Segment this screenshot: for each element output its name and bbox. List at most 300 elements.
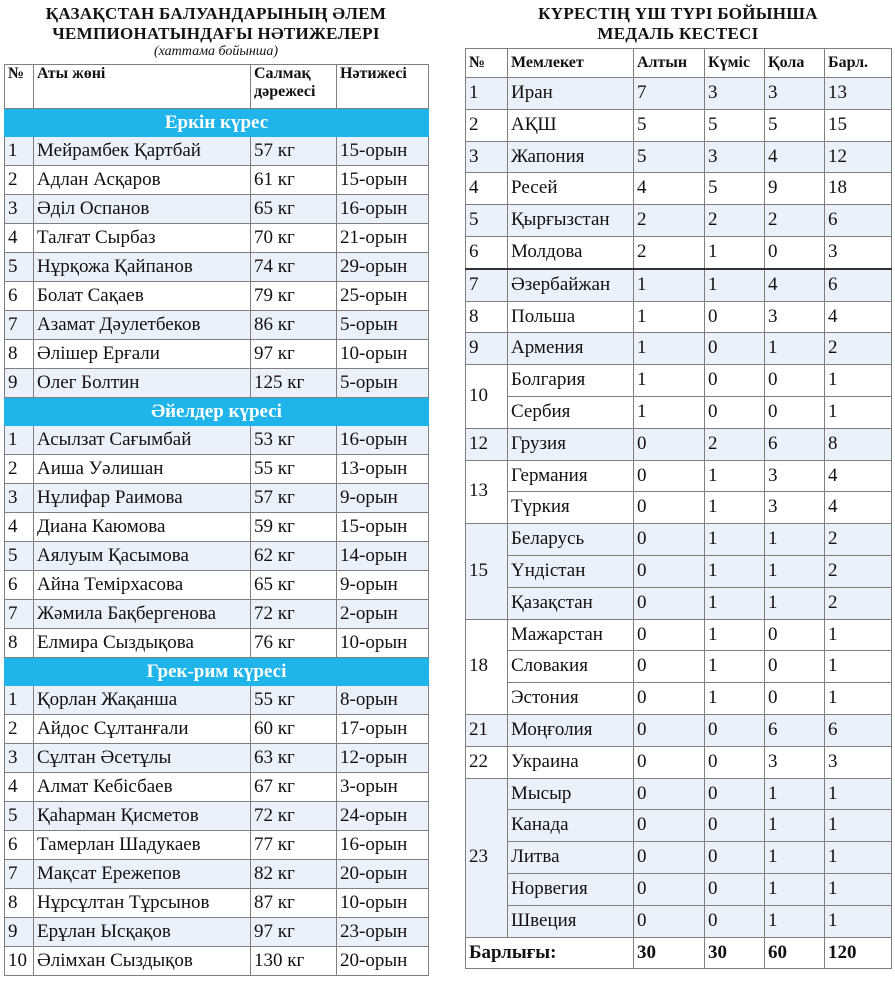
medal-row	[466, 396, 892, 428]
totals-total: 120	[825, 937, 892, 969]
total-count: 6	[825, 205, 892, 237]
country: Литва	[508, 842, 634, 874]
col-header-name: Аты жөні	[34, 65, 251, 109]
result: 16-орын	[337, 426, 429, 455]
medal-row	[466, 333, 892, 365]
medal-row	[466, 524, 892, 556]
totals-label: Барлығы:	[466, 937, 634, 969]
athlete-name: Мақсат Ережепов	[34, 860, 251, 889]
table-row	[5, 947, 429, 976]
total-count: 8	[825, 428, 892, 460]
country: Жапония	[508, 141, 634, 173]
bronze-count: 3	[765, 746, 825, 778]
total-count: 4	[825, 460, 892, 492]
medal-row	[466, 873, 892, 905]
gold-count: 0	[634, 873, 705, 905]
total-count: 13	[825, 78, 892, 110]
total-count: 6	[825, 714, 892, 746]
weight-class: 97 кг	[251, 918, 337, 947]
table-row	[5, 137, 429, 166]
athlete-name: Аялуым Қасымова	[34, 542, 251, 571]
total-count: 3	[825, 746, 892, 778]
medal-header-total: Барл.	[825, 49, 892, 78]
weight-class: 130 кг	[251, 947, 337, 976]
silver-count: 5	[705, 173, 765, 205]
country: Молдова	[508, 236, 634, 268]
gold-count: 0	[634, 746, 705, 778]
athlete-name: Болат Сақаев	[34, 282, 251, 311]
row-number: 8	[5, 889, 34, 918]
table-row	[5, 282, 429, 311]
weight-class: 62 кг	[251, 542, 337, 571]
silver-count: 0	[705, 842, 765, 874]
gold-count: 0	[634, 524, 705, 556]
medal-row	[466, 555, 892, 587]
weight-class: 57 кг	[251, 484, 337, 513]
table-row	[5, 542, 429, 571]
rank: 3	[466, 141, 508, 173]
table-row	[5, 513, 429, 542]
result: 9-орын	[337, 571, 429, 600]
country: Швеция	[508, 905, 634, 937]
medal-row	[466, 587, 892, 619]
athlete-name: Сұлтан Әсетұлы	[34, 744, 251, 773]
weight-class: 72 кг	[251, 802, 337, 831]
athlete-name: Әділ Оспанов	[34, 195, 251, 224]
section-header	[5, 109, 429, 137]
row-number: 6	[5, 831, 34, 860]
col-header-num: №	[5, 65, 34, 109]
weight-class: 60 кг	[251, 715, 337, 744]
table-row	[5, 571, 429, 600]
total-count: 1	[825, 651, 892, 683]
medal-row	[466, 905, 892, 937]
row-number: 7	[5, 600, 34, 629]
bronze-count: 1	[765, 333, 825, 365]
results-subtitle: (хаттама бойынша)	[153, 44, 279, 59]
gold-count: 2	[634, 236, 705, 268]
medal-row	[466, 778, 892, 810]
table-row	[5, 773, 429, 802]
result: 5-орын	[337, 311, 429, 340]
result: 13-орын	[337, 455, 429, 484]
row-number: 1	[5, 686, 34, 715]
medal-row	[466, 173, 892, 205]
country: Грузия	[508, 428, 634, 460]
rank: 13	[466, 460, 508, 524]
medal-row	[466, 236, 892, 268]
silver-count: 1	[705, 683, 765, 715]
total-count: 3	[825, 236, 892, 268]
result: 20-орын	[337, 860, 429, 889]
result: 12-орын	[337, 744, 429, 773]
athlete-name: Айдос Сұлтанғали	[34, 715, 251, 744]
silver-count: 1	[705, 460, 765, 492]
bronze-count: 1	[765, 873, 825, 905]
section-header	[5, 398, 429, 426]
medal-table-body	[466, 78, 892, 969]
silver-count: 0	[705, 746, 765, 778]
results-table-body	[5, 109, 429, 976]
country: Эстония	[508, 683, 634, 715]
athlete-name: Диана Каюмова	[34, 513, 251, 542]
total-count: 1	[825, 778, 892, 810]
table-row	[5, 195, 429, 224]
total-count: 1	[825, 842, 892, 874]
row-number: 3	[5, 744, 34, 773]
rank: 5	[466, 205, 508, 237]
country: Қырғызстан	[508, 205, 634, 237]
row-number: 4	[5, 513, 34, 542]
table-row	[5, 369, 429, 398]
total-count: 15	[825, 109, 892, 141]
bronze-count: 4	[765, 141, 825, 173]
medal-row	[466, 301, 892, 333]
result: 2-орын	[337, 600, 429, 629]
row-number: 8	[5, 340, 34, 369]
weight-class: 65 кг	[251, 571, 337, 600]
row-number: 2	[5, 166, 34, 195]
country: Норвегия	[508, 873, 634, 905]
bronze-count: 3	[765, 78, 825, 110]
total-count: 1	[825, 810, 892, 842]
country: Қазақстан	[508, 587, 634, 619]
totals-row	[466, 937, 892, 969]
bronze-count: 3	[765, 492, 825, 524]
total-count: 18	[825, 173, 892, 205]
country: Германия	[508, 460, 634, 492]
bronze-count: 0	[765, 683, 825, 715]
gold-count: 0	[634, 428, 705, 460]
result: 15-орын	[337, 137, 429, 166]
bronze-count: 6	[765, 428, 825, 460]
total-count: 2	[825, 524, 892, 556]
medal-row	[466, 842, 892, 874]
silver-count: 1	[705, 236, 765, 268]
result: 24-орын	[337, 802, 429, 831]
medal-row	[466, 619, 892, 651]
medal-header-country: Мемлекет	[508, 49, 634, 78]
country: Болгария	[508, 365, 634, 397]
weight-class: 86 кг	[251, 311, 337, 340]
totals-silver: 30	[705, 937, 765, 969]
athlete-name: Мейрамбек Қартбай	[34, 137, 251, 166]
athlete-name: Нұлифар Раимова	[34, 484, 251, 513]
medal-row	[466, 428, 892, 460]
weight-class: 70 кг	[251, 224, 337, 253]
weight-class: 65 кг	[251, 195, 337, 224]
bronze-count: 3	[765, 460, 825, 492]
table-row	[5, 253, 429, 282]
medal-table-panel	[465, 4, 891, 969]
result: 10-орын	[337, 629, 429, 658]
rank: 12	[466, 428, 508, 460]
row-number: 6	[5, 282, 34, 311]
result: 16-орын	[337, 195, 429, 224]
result: 8-орын	[337, 686, 429, 715]
table-row	[5, 831, 429, 860]
medal-header-bronze: Қола	[765, 49, 825, 78]
medal-row	[466, 109, 892, 141]
weight-class: 59 кг	[251, 513, 337, 542]
result: 15-орын	[337, 166, 429, 195]
gold-count: 4	[634, 173, 705, 205]
silver-count: 1	[705, 587, 765, 619]
medal-row	[466, 746, 892, 778]
wrestlers-results-panel	[4, 4, 428, 976]
medal-title-line1: КҮРЕСТІҢ ҮШ ТҮРІ БОЙЫНША	[538, 4, 818, 23]
medal-table	[465, 48, 892, 969]
bronze-count: 4	[765, 269, 825, 301]
country: АҚШ	[508, 109, 634, 141]
athlete-name: Нұрсұлтан Тұрсынов	[34, 889, 251, 918]
table-row	[5, 426, 429, 455]
section-title: Еркін күрес	[5, 109, 429, 137]
bronze-count: 0	[765, 236, 825, 268]
row-number: 1	[5, 426, 34, 455]
silver-count: 5	[705, 109, 765, 141]
country: Мысыр	[508, 778, 634, 810]
total-count: 1	[825, 683, 892, 715]
country: Үндістан	[508, 555, 634, 587]
country: Мажарстан	[508, 619, 634, 651]
table-row	[5, 860, 429, 889]
result: 17-орын	[337, 715, 429, 744]
gold-count: 0	[634, 619, 705, 651]
weight-class: 55 кг	[251, 455, 337, 484]
gold-count: 1	[634, 269, 705, 301]
country: Ресей	[508, 173, 634, 205]
table-row	[5, 744, 429, 773]
bronze-count: 0	[765, 365, 825, 397]
total-count: 12	[825, 141, 892, 173]
gold-count: 1	[634, 365, 705, 397]
country: Әзербайжан	[508, 269, 634, 301]
bronze-count: 1	[765, 778, 825, 810]
silver-count: 0	[705, 778, 765, 810]
section-header	[5, 658, 429, 686]
silver-count: 0	[705, 905, 765, 937]
gold-count: 1	[634, 301, 705, 333]
silver-count: 0	[705, 810, 765, 842]
silver-count: 2	[705, 205, 765, 237]
row-number: 9	[5, 918, 34, 947]
gold-count: 7	[634, 78, 705, 110]
athlete-name: Елмира Сыздықова	[34, 629, 251, 658]
gold-count: 0	[634, 714, 705, 746]
table-row	[5, 629, 429, 658]
silver-count: 0	[705, 333, 765, 365]
rank: 23	[466, 778, 508, 937]
athlete-name: Жәмила Бақбергенова	[34, 600, 251, 629]
total-count: 4	[825, 301, 892, 333]
medal-header-gold: Алтын	[634, 49, 705, 78]
country: Украина	[508, 746, 634, 778]
gold-count: 0	[634, 492, 705, 524]
gold-count: 0	[634, 683, 705, 715]
rank: 2	[466, 109, 508, 141]
bronze-count: 0	[765, 619, 825, 651]
col-header-weight: Салмақ дәрежесі	[251, 65, 337, 109]
row-number: 5	[5, 802, 34, 831]
total-count: 1	[825, 365, 892, 397]
gold-count: 0	[634, 460, 705, 492]
weight-class: 72 кг	[251, 600, 337, 629]
result: 10-орын	[337, 889, 429, 918]
table-row	[5, 224, 429, 253]
weight-class: 67 кг	[251, 773, 337, 802]
result: 20-орын	[337, 947, 429, 976]
weight-class: 63 кг	[251, 744, 337, 773]
result: 5-орын	[337, 369, 429, 398]
total-count: 1	[825, 873, 892, 905]
rank: 18	[466, 619, 508, 714]
total-count: 1	[825, 619, 892, 651]
rank: 6	[466, 236, 508, 268]
rank: 4	[466, 173, 508, 205]
bronze-count: 6	[765, 714, 825, 746]
row-number: 10	[5, 947, 34, 976]
medal-title-line2: МЕДАЛЬ КЕСТЕСІ	[597, 24, 759, 43]
athlete-name: Асылзат Сағымбай	[34, 426, 251, 455]
silver-count: 1	[705, 269, 765, 301]
silver-count: 1	[705, 555, 765, 587]
athlete-name: Талғат Сырбаз	[34, 224, 251, 253]
result: 29-орын	[337, 253, 429, 282]
weight-class: 77 кг	[251, 831, 337, 860]
result: 16-орын	[337, 831, 429, 860]
country: Канада	[508, 810, 634, 842]
result: 23-орын	[337, 918, 429, 947]
athlete-name: Аиша Уәлишан	[34, 455, 251, 484]
bronze-count: 0	[765, 396, 825, 428]
bronze-count: 5	[765, 109, 825, 141]
bronze-count: 9	[765, 173, 825, 205]
country: Польша	[508, 301, 634, 333]
result: 14-орын	[337, 542, 429, 571]
gold-count: 1	[634, 396, 705, 428]
total-count: 2	[825, 587, 892, 619]
row-number: 3	[5, 484, 34, 513]
row-number: 2	[5, 455, 34, 484]
table-row	[5, 484, 429, 513]
medal-row	[466, 492, 892, 524]
gold-count: 2	[634, 205, 705, 237]
total-count: 2	[825, 555, 892, 587]
rank: 22	[466, 746, 508, 778]
medal-row	[466, 810, 892, 842]
row-number: 3	[5, 195, 34, 224]
country: Моңғолия	[508, 714, 634, 746]
athlete-name: Қорлан Жақанша	[34, 686, 251, 715]
silver-count: 0	[705, 714, 765, 746]
bronze-count: 1	[765, 905, 825, 937]
bronze-count: 1	[765, 810, 825, 842]
row-number: 7	[5, 860, 34, 889]
table-row	[5, 686, 429, 715]
row-number: 5	[5, 542, 34, 571]
table-row	[5, 918, 429, 947]
gold-count: 0	[634, 810, 705, 842]
row-number: 8	[5, 629, 34, 658]
athlete-name: Әлімхан Сыздықов	[34, 947, 251, 976]
row-number: 6	[5, 571, 34, 600]
silver-count: 0	[705, 873, 765, 905]
country: Армения	[508, 333, 634, 365]
rank: 9	[466, 333, 508, 365]
silver-count: 1	[705, 492, 765, 524]
result: 25-орын	[337, 282, 429, 311]
medal-row	[466, 365, 892, 397]
medal-row	[466, 141, 892, 173]
total-count: 1	[825, 396, 892, 428]
totals-gold: 30	[634, 937, 705, 969]
athlete-name: Нұрқожа Қайпанов	[34, 253, 251, 282]
silver-count: 0	[705, 301, 765, 333]
result: 21-орын	[337, 224, 429, 253]
section-title: Әйелдер күресі	[5, 398, 429, 426]
total-count: 1	[825, 905, 892, 937]
gold-count: 0	[634, 842, 705, 874]
total-count: 2	[825, 333, 892, 365]
athlete-name: Қаһарман Қисметов	[34, 802, 251, 831]
medal-row	[466, 269, 892, 301]
country: Түркия	[508, 492, 634, 524]
athlete-name: Алмат Кебісбаев	[34, 773, 251, 802]
country: Сербия	[508, 396, 634, 428]
weight-class: 82 кг	[251, 860, 337, 889]
silver-count: 3	[705, 141, 765, 173]
athlete-name: Әлішер Ерғали	[34, 340, 251, 369]
athlete-name: Адлан Асқаров	[34, 166, 251, 195]
table-row	[5, 166, 429, 195]
weight-class: 76 кг	[251, 629, 337, 658]
medal-row	[466, 205, 892, 237]
total-count: 6	[825, 269, 892, 301]
silver-count: 0	[705, 365, 765, 397]
row-number: 1	[5, 137, 34, 166]
weight-class: 125 кг	[251, 369, 337, 398]
athlete-name: Айна Темірхасова	[34, 571, 251, 600]
silver-count: 3	[705, 78, 765, 110]
weight-class: 74 кг	[251, 253, 337, 282]
bronze-count: 1	[765, 842, 825, 874]
weight-class: 79 кг	[251, 282, 337, 311]
result: 10-орын	[337, 340, 429, 369]
bronze-count: 1	[765, 524, 825, 556]
results-title-line1: ҚАЗАҚСТАН БАЛУАНДАРЫНЫҢ ӘЛЕМ	[45, 4, 387, 23]
medal-row	[466, 683, 892, 715]
result: 3-орын	[337, 773, 429, 802]
row-number: 7	[5, 311, 34, 340]
rank: 7	[466, 269, 508, 301]
row-number: 4	[5, 224, 34, 253]
section-title: Грек-рим күресі	[5, 658, 429, 686]
athlete-name: Азамат Дәулетбеков	[34, 311, 251, 340]
gold-count: 0	[634, 555, 705, 587]
gold-count: 1	[634, 333, 705, 365]
row-number: 2	[5, 715, 34, 744]
results-table	[4, 64, 429, 976]
bronze-count: 3	[765, 301, 825, 333]
results-title-line2: ЧЕМПИОНАТЫНДАҒЫ НӘТИЖЕЛЕРІ	[52, 24, 380, 43]
weight-class: 61 кг	[251, 166, 337, 195]
medal-header-silver: Күміс	[705, 49, 765, 78]
rank: 1	[466, 78, 508, 110]
silver-count: 1	[705, 619, 765, 651]
table-row	[5, 455, 429, 484]
weight-class: 55 кг	[251, 686, 337, 715]
